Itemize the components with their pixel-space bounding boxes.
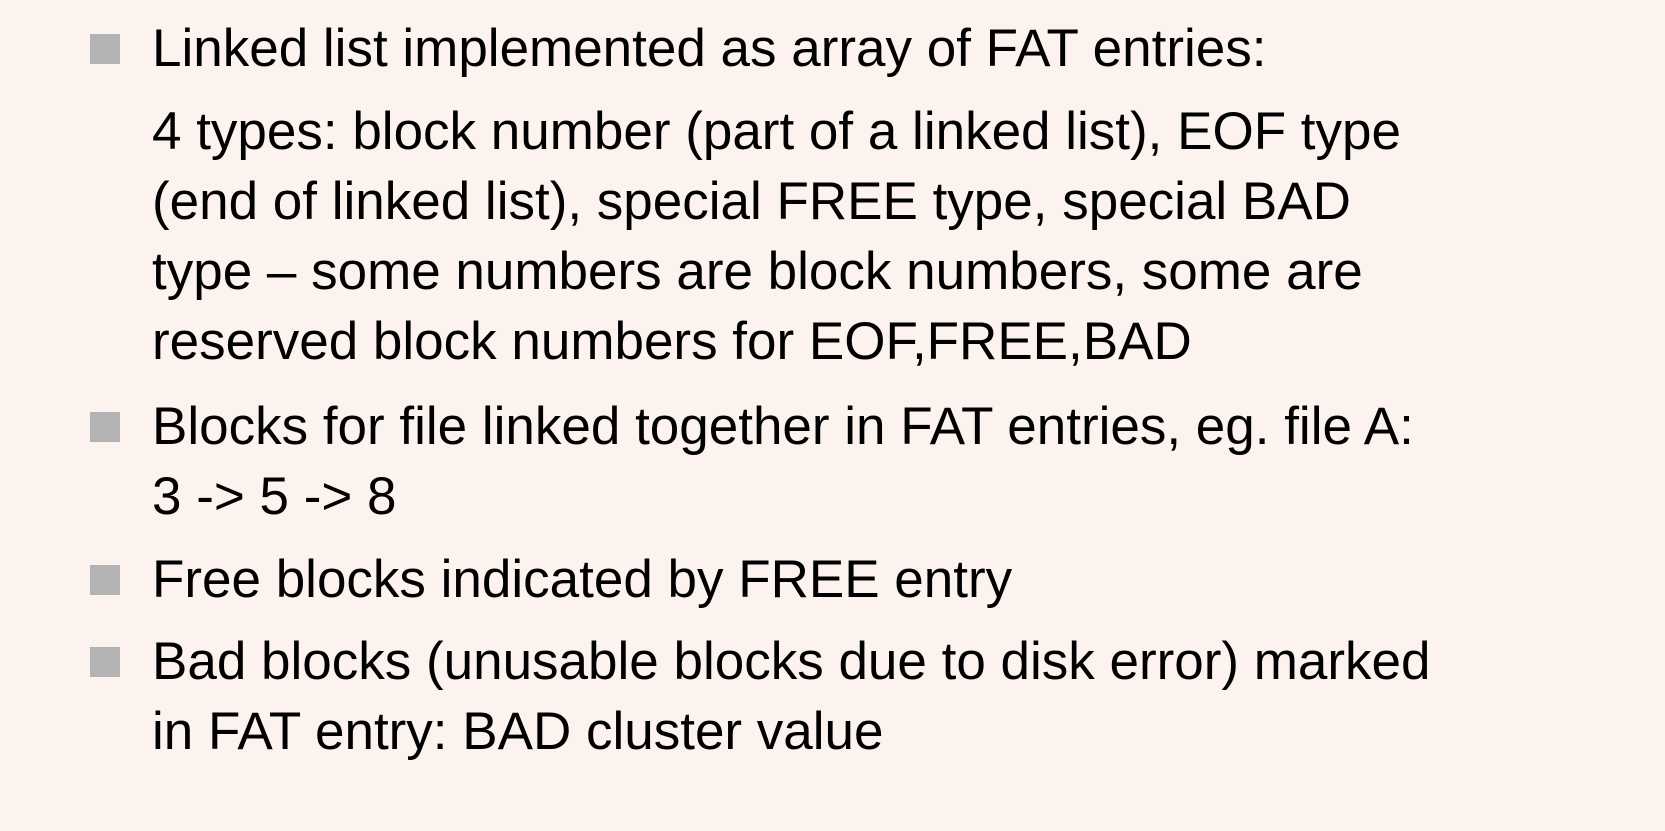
square-bullet-icon xyxy=(90,412,120,442)
square-bullet-icon xyxy=(90,565,120,595)
bullet-text: Linked list implemented as array of FAT entries: xyxy=(152,19,1267,78)
bullet-text: Blocks for file linked together in FAT entries, eg. file A: 3 -> 5 -> 8 xyxy=(152,397,1414,526)
bullet-text: Bad blocks (unusable blocks due to disk error) marked in FAT entry: BAD cluster value xyxy=(152,632,1431,761)
sub-item-text: 4 types: block number (part of a linked list), EOF type (end of linked list), special FREE type, special BAD type – some numbers are block numbers, some are reserved block numbers for EOF,FREE,BAD xyxy=(152,102,1401,371)
bullet-text: Free blocks indicated by FREE entry xyxy=(152,550,1013,609)
square-bullet-icon xyxy=(90,647,120,677)
square-bullet-icon xyxy=(90,34,120,64)
